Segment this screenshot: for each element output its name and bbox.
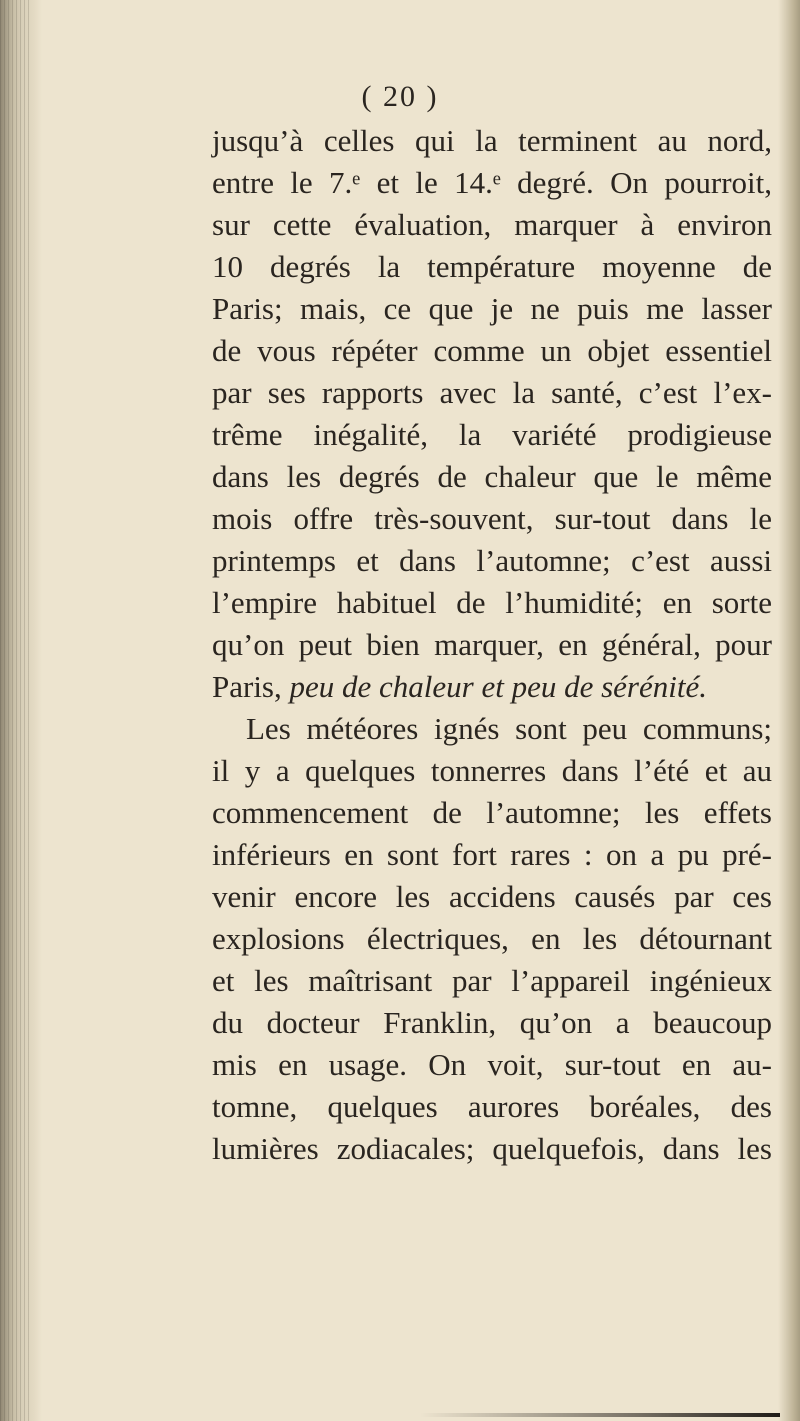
text-line: Paris; mais, ce que je ne puis me lasser bbox=[212, 291, 772, 326]
text-line: mis en usage. On voit, sur-tout en au- bbox=[212, 1047, 772, 1082]
paris-prefix: Paris, bbox=[212, 669, 290, 704]
text-line: venir encore les accidens causés par ces bbox=[212, 879, 772, 914]
text-line: de vous répéter comme un objet essentiel bbox=[212, 333, 772, 368]
text-line: du docteur Franklin, qu’on a beaucoup bbox=[212, 1005, 772, 1040]
text-line: qu’on peut bien marquer, en général, pour bbox=[212, 627, 772, 662]
bottom-edge-shadow bbox=[420, 1413, 780, 1417]
text-line: tomne, quelques aurores boréales, des bbox=[212, 1089, 772, 1124]
text-line: explosions électriques, en les détournant bbox=[212, 921, 772, 956]
text-line: mois offre très-souvent, sur-tout dans le bbox=[212, 501, 772, 536]
text-line: il y a quelques tonnerres dans l’été et au bbox=[212, 753, 772, 788]
text-line: printemps et dans l’automne; c’est aussi bbox=[212, 543, 772, 578]
binding-texture bbox=[0, 0, 30, 1421]
text-line: commencement de l’automne; les effets bbox=[212, 795, 772, 830]
text-line: l’empire habituel de l’humidité; en sorte bbox=[212, 585, 772, 620]
text-line-paris bbox=[212, 666, 772, 708]
paragraph-start-line: Les météores ignés sont peu communs; bbox=[246, 711, 772, 746]
text-line: 10 degrés la température moyenne de bbox=[212, 249, 772, 284]
text-line: et les maîtrisant par l’appareil ingénieux bbox=[212, 963, 772, 998]
text-line: lumières zodiacales; quelquefois, dans les bbox=[212, 1131, 772, 1166]
page-edge bbox=[778, 0, 800, 1421]
text-line: dans les degrés de chaleur que le même bbox=[212, 459, 772, 494]
text-line: inférieurs en sont fort rares : on a pu pré- bbox=[212, 837, 772, 872]
italic-phrase: peu de chaleur et peu de sérénité. bbox=[289, 669, 707, 704]
text-line: sur cette évaluation, marquer à environ bbox=[212, 207, 772, 242]
page-number: ( 20 ) bbox=[361, 80, 439, 113]
body-text bbox=[212, 120, 772, 1170]
text-line: jusqu’à celles qui la terminent au nord, bbox=[212, 123, 772, 158]
text-line: par ses rapports avec la santé, c’est l’ex- bbox=[212, 375, 772, 410]
text-line: entre le 7.ᵉ et le 14.ᵉ degré. On pourroit, bbox=[212, 165, 772, 200]
text-line: trême inégalité, la variété prodigieuse bbox=[212, 417, 772, 452]
